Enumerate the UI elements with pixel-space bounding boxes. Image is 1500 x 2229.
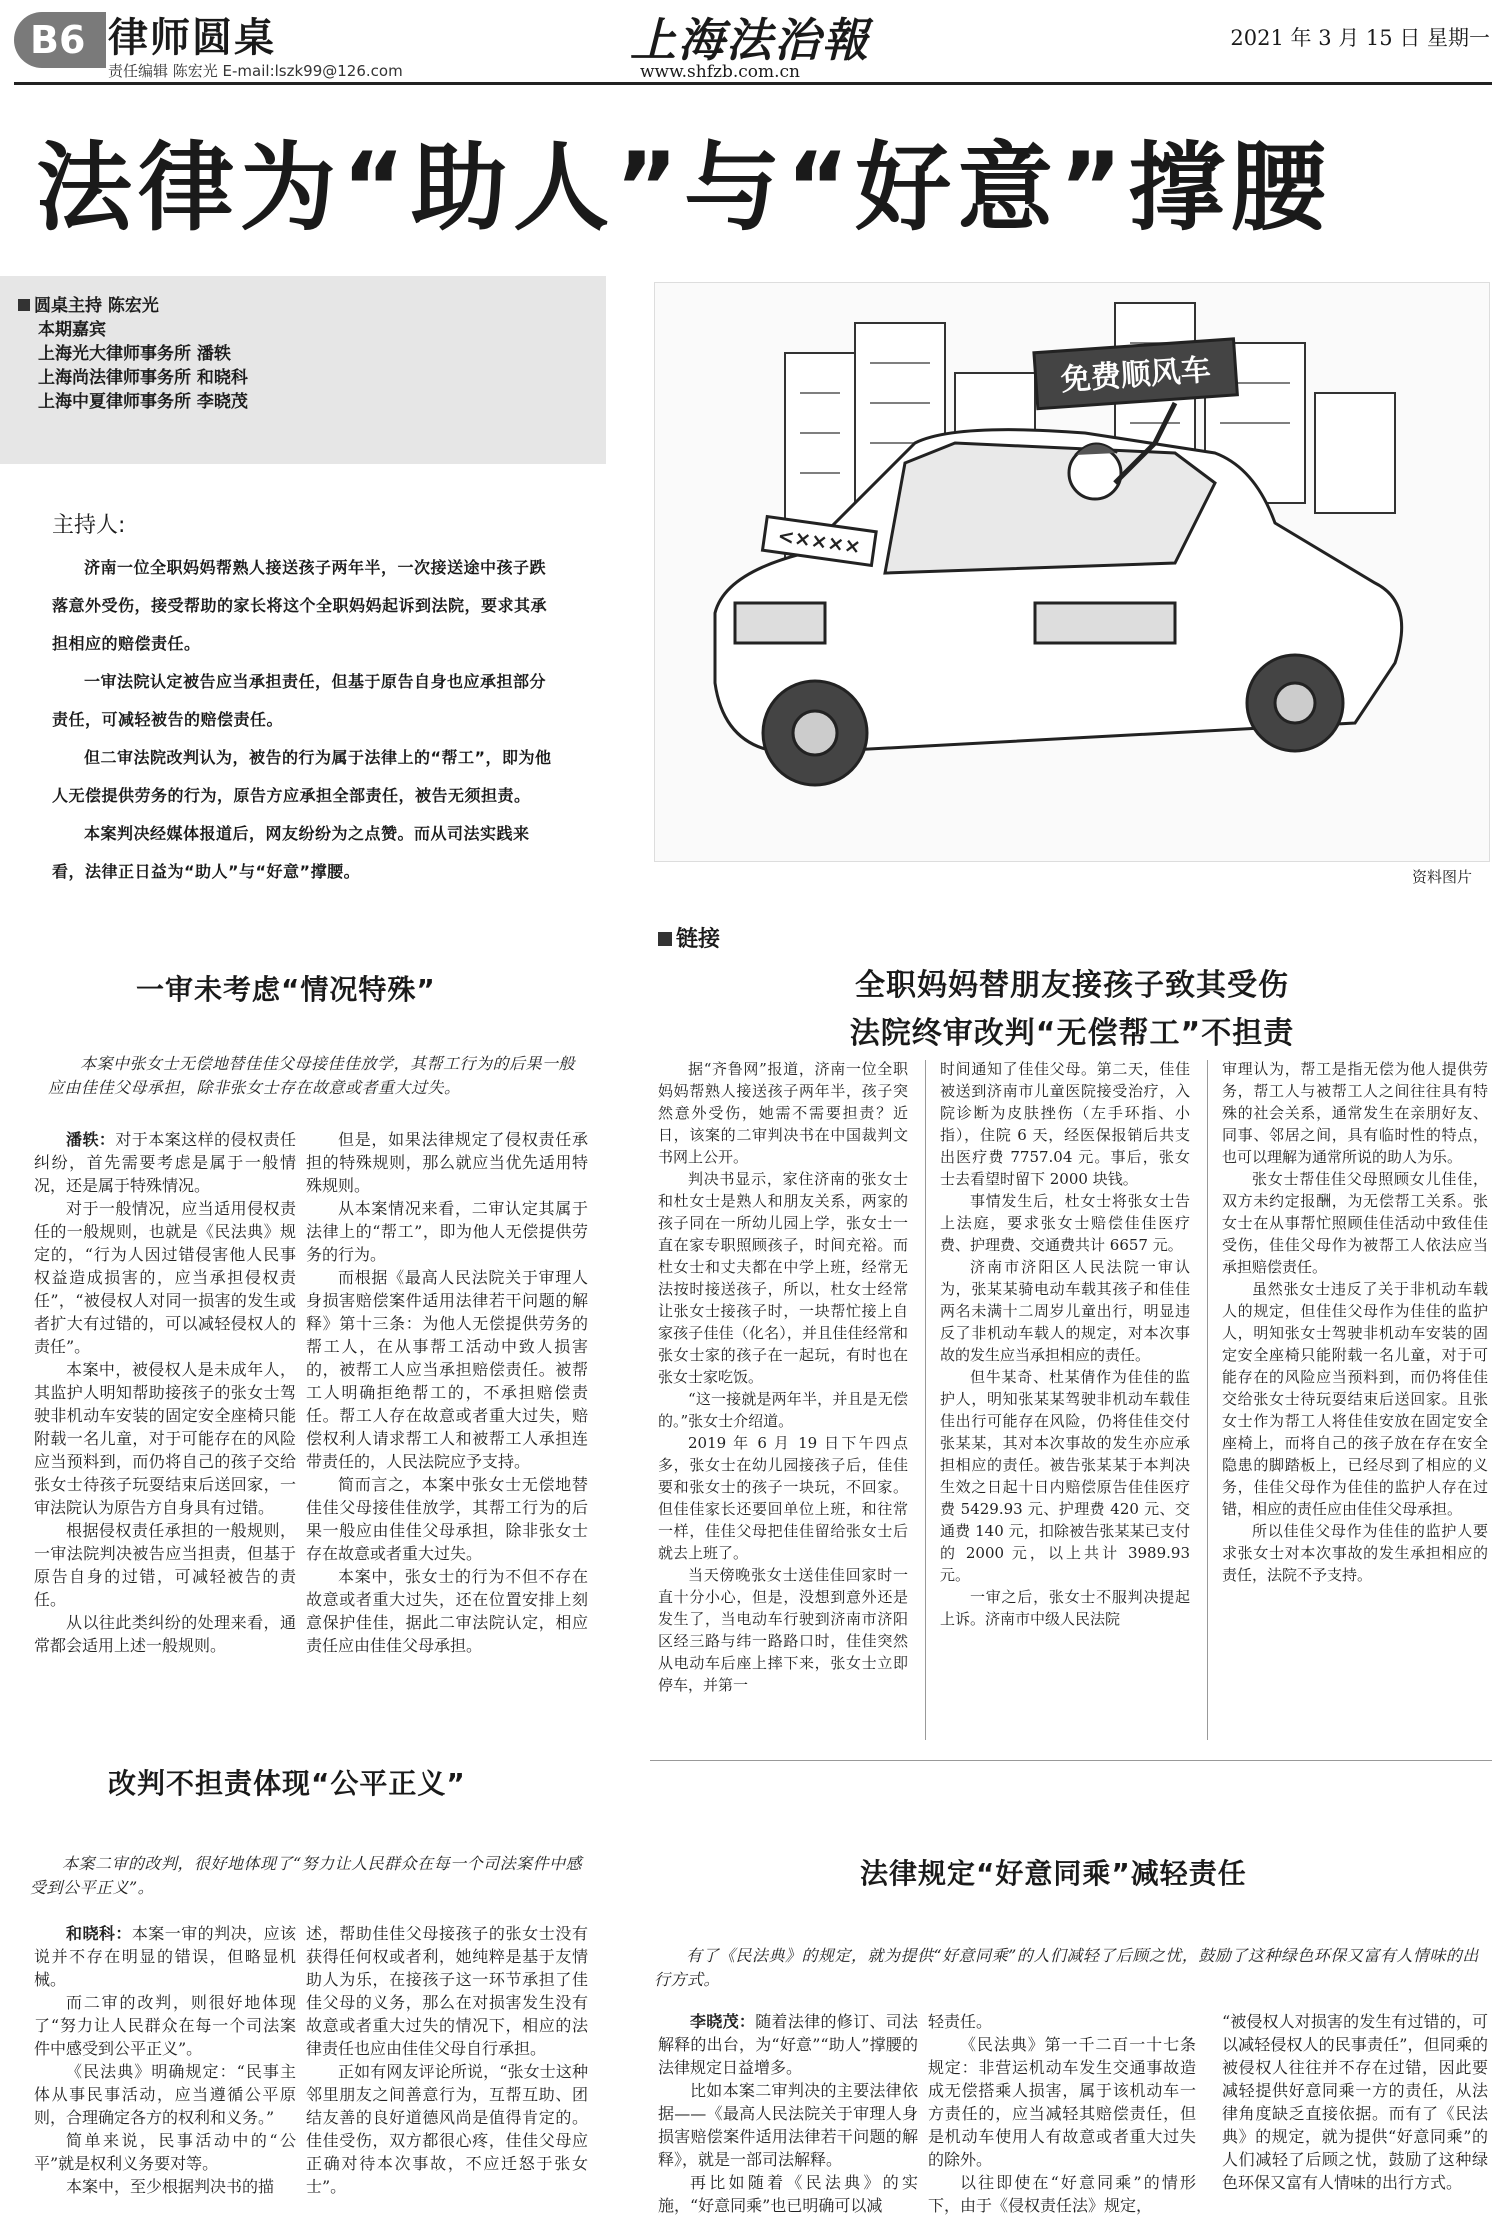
guest-item: 上海尚法律师事务所 和晓科 [38,368,248,388]
speaker-name: 李晓茂： [690,2012,756,2031]
speaker-name: 和晓科： [66,1924,132,1943]
paragraph: 而二审的改判，则很好地体现了“努力让人民群众在每一个司法案件中感受到公平正义”。 [34,1993,296,2058]
paragraph: 判决书显示，家住济南的张女士和杜女士是熟人和朋友关系，两家的孩子同在一所幼儿园上学，张女士一直在家专职照顾孩子，时间充裕。而杜女士和丈夫都在中学上班，经常无法按时接送孩子，所以，杜女士经常让张女士接孩子时，一块帮忙接上自家孩子佳佳（化名），并且佳佳经常和张女士家的孩子在一起玩，有时也在张女士家吃饭。 [658,1170,908,1386]
paragraph: 正如有网友评论所说，“张女士这种邻里朋友之间善意行为，互帮互助、团结友善的良好道德风尚是值得肯定的。佳佳受伤，双方都很心疼，佳佳父母应正确对待本次事故，不应迁怒于张女士”。 [306,2062,588,2196]
section3-lead: 有了《民法典》的规定，就为提供“好意同乘”的人们减轻了后顾之忧，鼓励了这种绿色环保又富有人情味的出行方式。 [654,1946,1479,1989]
guest-item: 上海光大律师事务所 潘轶 [38,344,231,364]
intro-label: 主持人: [52,513,126,538]
paragraph: 对于本案这样的侵权责任纠纷，首先需要考虑是属于一般情况，还是属于特殊情况。 [34,1130,296,1195]
host-line: 圆桌主持 陈宏光 [34,296,159,316]
car-cartoon-icon [655,283,1490,862]
section3-col2 [928,2010,1196,2222]
paragraph: 以往即使在“好意同乘”的情形下，由于《侵权责任法》规定， [928,2173,1196,2215]
newspaper-logo: 上海法治報 [630,13,870,67]
section1-col2 [306,1128,588,1698]
paragraph: 对于一般情况，应当适用侵权责任的一般规则，也就是《民法典》规定的，“行为人因过错侵害他人民事权益造成损害的，应当承担侵权责任”，“被侵权人对同一损害的发生或者扩大有过错的，可以减轻侵权人的责任”。 [34,1199,296,1356]
paragraph: 时间通知了佳佳父母。第二天，佳佳被送到济南市儿童医院接受治疗，入院诊断为皮肤挫伤（左手环指、小指），住院 6 天，经医保报销后共支出医疗费 7757.04 元。事后，张女士去看望时留下 2000 块钱。 [940,1060,1190,1188]
section3-col3 [1222,2010,1488,2222]
paragraph: 事情发生后，杜女士将张女士告上法庭，要求张女士赔偿佳佳医疗费、护理费、交通费共计 6657 元。 [940,1192,1190,1254]
section2-col2 [306,1922,588,2222]
intro-paragraph: 一审法院认定被告应当承担责任，但基于原告自身也应承担部分责任，可减轻被告的赔偿责任。 [52,672,547,729]
paragraph: 比如本案二审判决的主要法律依据——《最高人民法院关于审理人身损害赔偿案件适用法律若干问题的解释》，就是一部司法解释。 [658,2081,918,2169]
section2-lead: 本案二审的改判，很好地体现了“努力让人民群众在每一个司法案件中感受到公平正义”。 [30,1854,583,1897]
section3-col1 [658,2010,918,2222]
paragraph: 述，帮助佳佳父母接孩子的张女士没有获得任何权或者利，她纯粹是基于友情助人为乐，在接孩子这一环节承担了佳佳父母的义务，那么在对损害发生没有故意或者重大过失的情况下，相应的法律责任也应由佳佳父母自行承担。 [306,1924,588,2058]
link-title-line1: 全职妈妈替朋友接孩子致其受伤 [855,968,1289,1003]
issue-date: 2021 年 3 月 15 日 星期一 [1230,26,1490,50]
paragraph: 据“齐鲁网”报道，济南一位全职妈妈帮熟人接送孩子两年半，孩子突然意外受伤，她需不需要担责？近日，该案的二审判决书在中国裁判文书网上公开。 [658,1060,908,1166]
section2-title: 改判不担责体现“公平正义” [108,1767,466,1800]
paragraph: 一审之后，张女士不服判决提起上诉。济南市中级人民法院 [940,1588,1190,1628]
host-intro [52,508,552,891]
section1-col1 [34,1128,296,1698]
paragraph: 所以佳佳父母作为佳佳的监护人要求张女士对本次事故的发生承担相应的责任，法院不予支持。 [1222,1522,1488,1584]
link-col3 [1222,1058,1488,1748]
guest-item: 上海中夏律师事务所 李晓茂 [38,392,248,412]
speaker-name: 潘轶： [66,1130,116,1149]
paragraph: 张女士帮佳佳父母照顾女儿佳佳，双方未约定报酬，为无偿帮工关系。张女士在从事帮忙照顾佳佳活动中致佳佳受伤，佳佳父母作为被帮工人依法应当承担赔偿责任。 [1222,1170,1488,1276]
paragraph: 而根据《最高人民法院关于审理人身损害赔偿案件适用法律若干问题的解释》第十三条：为他人无偿提供劳务的帮工人，在从事帮工活动中致人损害的，被帮工人应当承担赔偿责任。被帮工人明确拒绝帮工的，不承担赔偿责任。帮工人存在故意或者重大过失，赔偿权利人请求帮工人和被帮工人承担连带责任的，人民法院应予支持。 [306,1268,588,1471]
paragraph: 本案中，被侵权人是未成年人，其监护人明知帮助接孩子的张女士驾驶非机动车安装的固定安全座椅只能附载一名儿童，对于可能存在的风险应当预料到，而仍将自己的孩子交给张女士待孩子玩耍结束后送回家，一审法院认为原告方自身具有过错。 [34,1360,296,1517]
paragraph: 本案中，张女士的行为不但不存在故意或者重大过失，还在位置安排上刻意保护佳佳，据此二审法院认定，相应责任应由佳佳父母承担。 [306,1567,588,1655]
paragraph: 根据侵权责任承担的一般规则，一审法院判决被告应当担责，但基于原告自身的过错，可减轻被告的责任。 [34,1521,296,1609]
paragraph: 审理认为，帮工是指无偿为他人提供劳务，帮工人与被帮工人之间往往具有特殊的社会关系，通常发生在亲朋好友、同事、邻居之间，具有临时性的特点，也可以理解为通常所说的助人为乐。 [1222,1060,1488,1166]
section3-title: 法律规定“好意同乘”减轻责任 [860,1857,1247,1890]
paragraph: 本案中，至少根据判决书的描 [66,2177,275,2196]
guests-label: 本期嘉宾 [38,320,106,340]
editor-line: 责任编辑 陈宏光 E-mail:lszk99@126.com [108,62,403,80]
square-bullet-icon [658,932,672,946]
ride-sign-text: 免费顺风车 [1059,352,1212,398]
page-headline: 法律为“助人”与“好意”撑腰 [36,132,1333,244]
intro-paragraph: 但二审法院改判认为，被告的行为属于法律上的“帮工”，即为他人无偿提供劳务的行为，原告方应承担全部责任，被告无须担责。 [52,748,552,805]
host-box [0,276,606,464]
section-title: 律师圆桌 [108,15,276,61]
paragraph: 随着法律的修订、司法解释的出台，为“好意”“助人”撑腰的法律规定日益增多。 [658,2012,918,2077]
section1-title: 一审未考虑“情况特殊” [136,973,436,1006]
paragraph: 但牛某奇、杜某倩作为佳佳的监护人，明知张某某驾驶非机动车载佳佳出行可能存在风险，仍将佳佳交付张某某，其对本次事故的发生亦应承担相应的责任。被告张某某于本判决生效之日起十日内赔偿原告佳佳医疗费 5429.93 元、护理费 420 元、交通费 140 元，扣除被告张某某已支付的 2000 元，以上共计 3989.93 元。 [940,1368,1190,1584]
section-divider [650,1760,1492,1761]
paragraph: “这一接就是两年半，并且是无偿的。”张女士介绍道。 [658,1390,908,1430]
link-title-line2: 法院终审改判“无偿帮工”不担责 [849,1016,1295,1051]
paragraph: 《民法典》第一千二百一十七条规定：非营运机动车发生交通事故造成无偿搭乘人损害，属于该机动车一方责任的，应当减轻其赔偿责任，但是机动车使用人有故意或者重大过失的除外。 [928,2035,1196,2169]
paragraph: 本案一审的判决，应该说并不存在明显的错误，但略显机械。 [34,1924,296,1989]
section1-lead: 本案中张女士无偿地替佳佳父母接佳佳放学，其帮工行为的后果一般应由佳佳父母承担，除非张女士存在故意或者重大过失。 [48,1054,576,1097]
square-bullet-icon [18,299,30,311]
column-divider [1207,1060,1208,1740]
paragraph: 2019 年 6 月 19 日下午四点多，张女士在幼儿园接孩子后，佳佳要和张女士的孩子一块玩，不回家。但佳佳家长还要回单位上班，和往常一样，佳佳父母把佳佳留给张女士后就去上班了。 [658,1434,908,1562]
license-plate: <×××× [776,523,863,559]
paragraph: 再比如随着《民法典》的实施，“好意同乘”也已明确可以减 [658,2173,918,2215]
intro-paragraph: 本案判决经媒体报道后，网友纷纷为之点赞。而从司法实践来看，法律正日益为“助人”与“好意”撑腰。 [52,824,530,881]
link-col1 [658,1058,908,1748]
paragraph: 济南市济阳区人民法院一审认为，张某某骑电动车载其孩子和佳佳两名未满十二周岁儿童出行，明显违反了非机动车载人的规定，对本次事故的发生应当承担相应的责任。 [940,1258,1190,1364]
link-label [658,922,720,953]
paragraph: 简单来说，民事活动中的“公平”就是权利义务要对等。 [34,2131,296,2173]
car-illustration [654,282,1490,862]
website: www.shfzb.com.cn [640,62,800,82]
paragraph: 但是，如果法律规定了侵权责任承担的特殊规则，那么就应当优先适用特殊规则。 [306,1130,588,1195]
paragraph: 当天傍晚张女士送佳佳回家时一直十分小心，但是，没想到意外还是发生了，当电动车行驶到济南市济阳区经三路与纬一路路口时，佳佳突然从电动车后座上摔下来，张女士立即停车，并第一 [658,1566,908,1694]
section2-col1 [34,1922,296,2222]
column-divider [925,1060,926,1740]
paragraph: 《民法典》明确规定：“民事主体从事民事活动，应当遵循公平原则，合理确定各方的权利和义务。” [34,2062,296,2127]
link-col2 [940,1058,1190,1748]
intro-paragraph: 济南一位全职妈妈帮熟人接送孩子两年半，一次接送途中孩子跌落意外受伤，接受帮助的家长将这个全职妈妈起诉到法院，要求其承担相应的赔偿责任。 [52,558,548,653]
page-badge: B6 [14,12,106,68]
paragraph: 虽然张女士违反了关于非机动车载人的规定，但佳佳父母作为佳佳的监护人，明知张女士驾驶非机动车安装的固定安全座椅只能附载一名儿童，对于可能存在的风险应当预料到，而仍将佳佳交给张女士待玩耍结束后送回家。且张女士作为帮工人将佳佳安放在固定安全座椅上，而将自己的孩子放在存在安全隐患的脚踏板上，已经尽到了相应的义务，佳佳父母作为佳佳的监护人存在过错，相应的责任应由佳佳父母承担。 [1222,1280,1488,1518]
paragraph: “被侵权人对损害的发生有过错的，可以减轻侵权人的民事责任”，但同乘的被侵权人往往并不存在过错，因此要减轻提供好意同乘一方的责任，从法律角度缺乏直接依据。而有了《民法典》的规定，就为提供“好意同乘”的人们减轻了后顾之忧，鼓励了这种绿色环保又富有人情味的出行方式。 [1222,2012,1488,2192]
paragraph: 轻责任。 [928,2012,993,2031]
paragraph: 从以往此类纠纷的处理来看，通常都会适用上述一般规则。 [34,1613,296,1655]
link-label-text: 链接 [676,927,721,952]
paragraph: 从本案情况来看，二审认定其属于法律上的“帮工”，即为他人无偿提供劳务的行为。 [306,1199,588,1264]
paragraph: 简而言之，本案中张女士无偿地替佳佳父母接佳佳放学，其帮工行为的后果一般应由佳佳父母承担，除非张女士存在故意或者重大过失。 [306,1475,588,1563]
image-credit: 资料图片 [1412,868,1473,886]
masthead-rule [14,82,1492,85]
